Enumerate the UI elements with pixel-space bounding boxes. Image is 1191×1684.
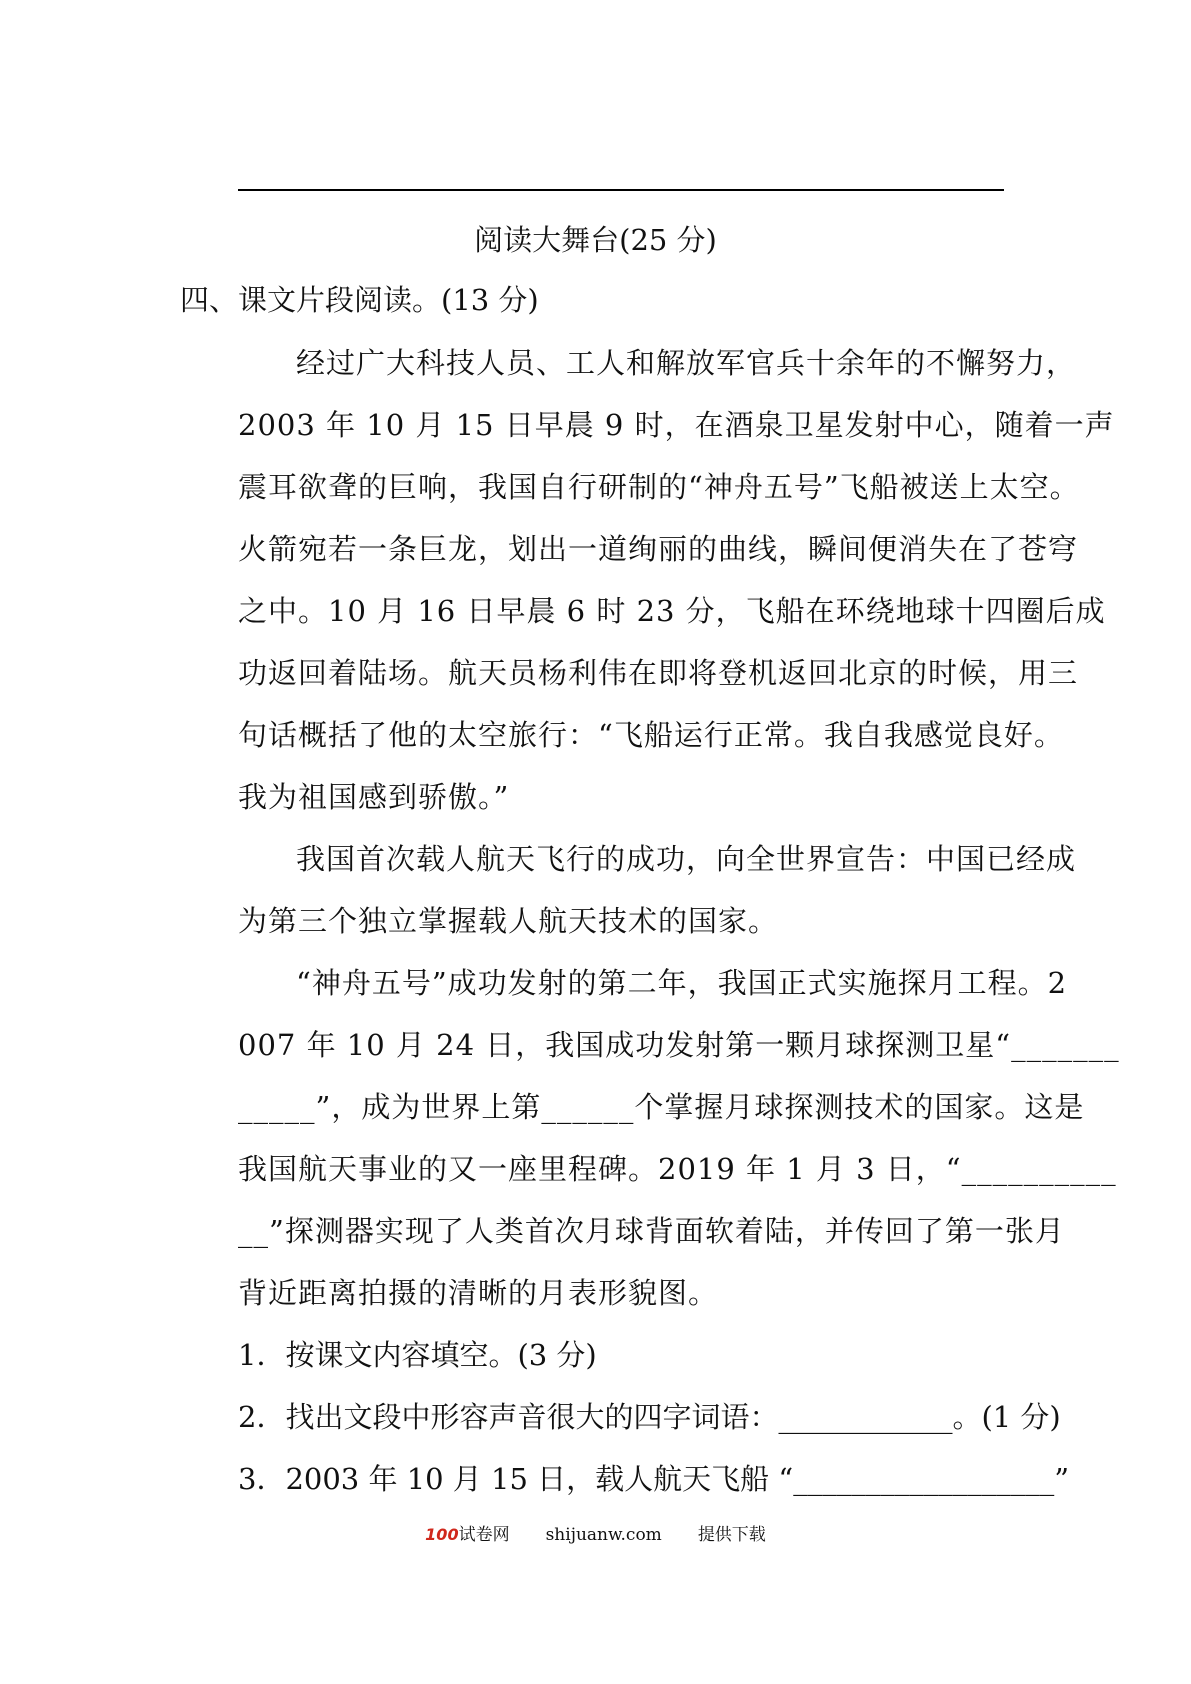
passage-line: 经过广大科技人员、工人和解放军官兵十余年的不懈努力， <box>296 346 1077 380</box>
site-logo: 100 <box>425 1525 459 1544</box>
passage-line: “神舟五号”成功发射的第二年，我国正式实施探月工程。2 <box>296 966 1068 1000</box>
site-name: 试卷网 <box>458 1525 510 1545</box>
passage-line: 我国航天事业的又一座里程碑。2019 年 1 月 3 日，“__________ <box>238 1152 1117 1186</box>
question-heading: 四、课文片段阅读。(13 分) <box>180 283 539 317</box>
passage-line: 我国首次载人航天飞行的成功，向全世界宣告：中国已经成 <box>296 842 1077 876</box>
sub-question-1: 1．按课文内容填空。(3 分) <box>238 1338 597 1372</box>
passage-line: 句话概括了他的太空旅行：“飞船运行正常。我自我感觉良好。 <box>238 718 1064 752</box>
passage-line: 震耳欲聋的巨响，我国自行研制的“神舟五号”飞船被送上太空。 <box>238 470 1080 504</box>
passage-line: 之中。10 月 16 日早晨 6 时 23 分，飞船在环绕地球十四圈后成 <box>238 594 1106 628</box>
passage-line: 我为祖国感到骄傲。” <box>238 780 510 814</box>
passage-line: 背近距离拍摄的清晰的月表形貌图。 <box>238 1276 719 1310</box>
site-domain: shijuanw.com <box>545 1525 662 1545</box>
passage-line: __”探测器实现了人类首次月球背面软着陆，并传回了第一张月 <box>238 1214 1065 1248</box>
passage-line: 007 年 10 月 24 日，我国成功发射第一颗月球探测卫星“_______ <box>238 1028 1120 1062</box>
reading-passage <box>238 345 1120 1337</box>
passage-line: 功返回着陆场。航天员杨利伟在即将登机返回北京的时候，用三 <box>238 656 1079 690</box>
sub-question-2: 2．找出文段中形容声音很大的四字词语：____________。(1 分) <box>238 1400 1061 1434</box>
section-title: 阅读大舞台(25 分) <box>474 223 717 257</box>
passage-line: 为第三个独立掌握载人航天技术的国家。 <box>238 904 779 938</box>
page-footer <box>0 1524 1191 1546</box>
passage-line: _____”，成为世界上第______个掌握月球探测技术的国家。这是 <box>238 1090 1085 1124</box>
footer-note: 提供下载 <box>697 1525 766 1545</box>
passage-line: 2003 年 10 月 15 日早晨 9 时，在酒泉卫星发射中心，随着一声 <box>238 408 1115 442</box>
sub-question-3: 3．2003 年 10 月 15 日，载人航天飞船 “__________________” <box>238 1462 1070 1496</box>
header-rule <box>238 189 1004 191</box>
passage-line: 火箭宛若一条巨龙，划出一道绚丽的曲线，瞬间便消失在了苍穹 <box>238 532 1079 566</box>
